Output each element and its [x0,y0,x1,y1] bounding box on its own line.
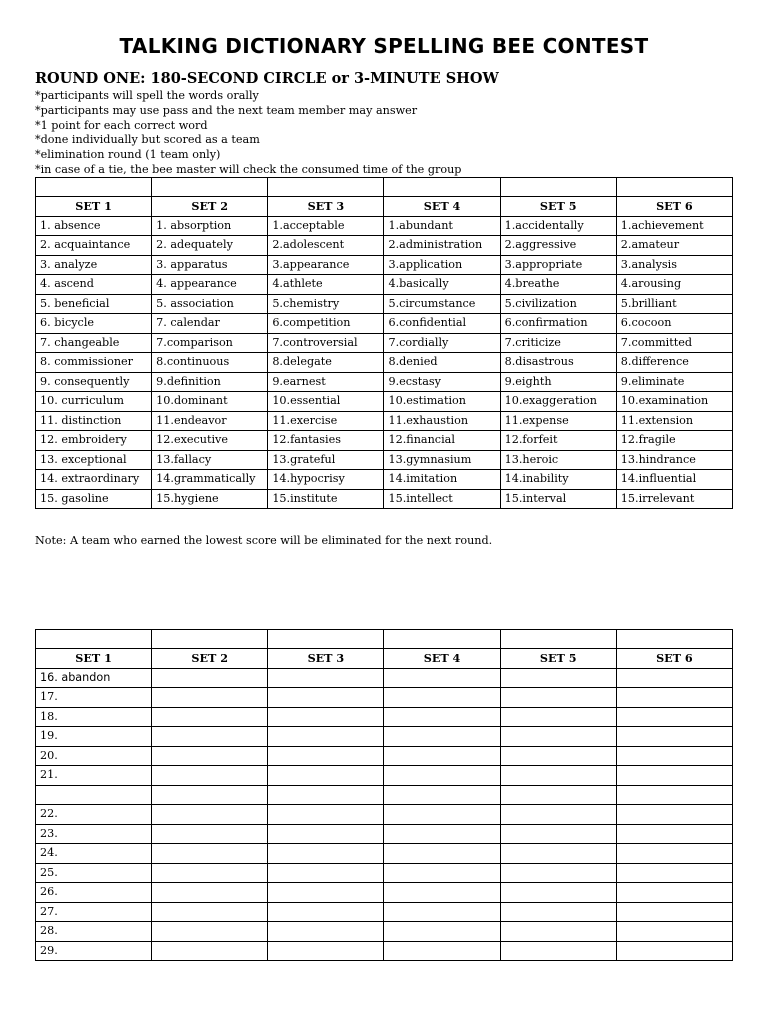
empty-cell [500,746,616,766]
word-cell: 14. extraordinary [36,470,152,490]
empty-cell [616,902,732,922]
empty-cell [384,941,500,961]
word-cell: 13.gymnasium [384,450,500,470]
word-cell: 4.breathe [500,275,616,295]
empty-cell [500,668,616,688]
table-row [36,902,733,922]
round-heading: ROUND ONE: 180-SECOND CIRCLE or 3-MINUTE SHOW [35,70,499,87]
word-cell: 6.confirmation [500,314,616,334]
empty-cell [616,883,732,903]
table-row [36,333,733,353]
word-cell: 2.aggressive [500,236,616,256]
empty-cell [384,630,500,649]
word-cell: 11.exhaustion [384,411,500,431]
word-cell: 23. [36,824,152,844]
empty-cell [384,922,500,942]
word-cell: 28. [36,922,152,942]
word-cell: 3. analyze [36,255,152,275]
word-cell: 6.confidential [384,314,500,334]
word-cell: 7. calendar [152,314,268,334]
empty-cell [500,941,616,961]
word-cell: 15.interval [500,489,616,509]
word-cell: 7.criticize [500,333,616,353]
word-cell: 19. [36,727,152,747]
empty-cell [152,766,268,786]
rule-item: *participants may use pass and the next team member may answer [35,103,418,117]
empty-cell [500,902,616,922]
word-cell: 13.hindrance [616,450,732,470]
empty-cell [268,178,384,197]
page-title: TALKING DICTIONARY SPELLING BEE CONTEST [119,34,649,58]
word-cell: 5.brilliant [616,294,732,314]
table-row [36,353,733,373]
empty-cell [384,805,500,825]
column-header: SET 5 [500,197,616,217]
word-cell: 9.eighth [500,372,616,392]
empty-cell [616,746,732,766]
empty-cell [384,844,500,864]
word-cell: 6.cocoon [616,314,732,334]
word-cell: 12.forfeit [500,431,616,451]
column-header: SET 1 [36,197,152,217]
empty-cell [36,630,152,649]
empty-cell [616,766,732,786]
empty-cell [152,883,268,903]
word-cell: 10.examination [616,392,732,412]
empty-cell [500,844,616,864]
word-cell: 2.administration [384,236,500,256]
table-row [36,216,733,236]
word-cell: 14.hypocrisy [268,470,384,490]
word-cell: 14.imitation [384,470,500,490]
word-cell: 25. [36,863,152,883]
word-cell: 15.hygiene [152,489,268,509]
table-row [36,255,733,275]
word-cell: 17. [36,688,152,708]
rule-item: *participants will spell the words orally [35,89,259,102]
empty-cell [500,863,616,883]
word-cell: 20. [36,746,152,766]
empty-cell [500,688,616,708]
table-row [36,707,733,727]
word-cell: 5. beneficial [36,294,152,314]
empty-cell [268,844,384,864]
column-header: SET 6 [616,197,732,217]
word-cell: 15. gasoline [36,489,152,509]
table-row [36,727,733,747]
empty-cell [616,805,732,825]
empty-cell [500,922,616,942]
word-cell: 12.fragile [616,431,732,451]
word-cell: 8. commissioner [36,353,152,373]
header-row [36,649,733,669]
word-cell: 10.dominant [152,392,268,412]
empty-cell [152,824,268,844]
table-row [36,314,733,334]
column-header: SET 4 [384,197,500,217]
table-row [36,668,733,688]
empty-cell [268,688,384,708]
empty-cell [268,902,384,922]
table-row [36,450,733,470]
word-cell: 11.expense [500,411,616,431]
empty-cell [500,707,616,727]
word-cell [36,785,152,805]
word-cell: 16. abandon [36,668,152,688]
table-row [36,785,733,805]
word-cell: 8.difference [616,353,732,373]
empty-cell [152,746,268,766]
word-cell: 13. exceptional [36,450,152,470]
empty-cell [268,805,384,825]
word-cell: 4. appearance [152,275,268,295]
word-cell: 2.adolescent [268,236,384,256]
empty-cell [616,941,732,961]
word-cell: 1.accidentally [500,216,616,236]
word-cell: 10.essential [268,392,384,412]
word-cell: 4.basically [384,275,500,295]
empty-cell [384,178,500,197]
table-row [36,863,733,883]
header-row [36,197,733,217]
table-row [36,470,733,490]
empty-cell [616,707,732,727]
table-row [36,824,733,844]
column-header: SET 2 [152,649,268,669]
word-cell: 2.amateur [616,236,732,256]
empty-cell [268,863,384,883]
word-cell: 4.arousing [616,275,732,295]
word-cell: 1.acceptable [268,216,384,236]
word-cell: 8.denied [384,353,500,373]
word-cell: 3.application [384,255,500,275]
word-cell: 3.appearance [268,255,384,275]
empty-cell [500,883,616,903]
empty-cell [616,922,732,942]
word-cell: 1.abundant [384,216,500,236]
word-cell: 7.committed [616,333,732,353]
word-cell: 11. distinction [36,411,152,431]
column-header: SET 4 [384,649,500,669]
table-row [36,766,733,786]
empty-cell [616,863,732,883]
empty-cell [152,630,268,649]
table-row [36,805,733,825]
table-row [36,236,733,256]
word-cell: 5.civilization [500,294,616,314]
table-row [36,489,733,509]
table-row [36,431,733,451]
word-cell: 12.financial [384,431,500,451]
empty-cell [384,707,500,727]
word-cell: 15.intellect [384,489,500,509]
elimination-note: Note: A team who earned the lowest score will be eliminated for the next round. [35,534,493,547]
empty-cell [384,785,500,805]
empty-cell [384,883,500,903]
empty-cell [152,178,268,197]
empty-cell [616,630,732,649]
word-cell: 18. [36,707,152,727]
empty-cell [152,902,268,922]
empty-cell [152,844,268,864]
word-cell: 10.exaggeration [500,392,616,412]
word-cell: 6. bicycle [36,314,152,334]
table-row [36,372,733,392]
empty-cell [268,785,384,805]
table-row [36,922,733,942]
word-list-table [35,177,733,509]
blank-row [36,630,733,649]
word-cell: 9.eliminate [616,372,732,392]
word-cell: 12.fantasies [268,431,384,451]
empty-cell [152,727,268,747]
word-cell: 14.inability [500,470,616,490]
table-row [36,275,733,295]
empty-cell [500,805,616,825]
rules-list [35,89,461,178]
empty-cell [152,707,268,727]
word-cell: 8.delegate [268,353,384,373]
empty-cell [616,785,732,805]
empty-cell [268,883,384,903]
empty-cell [152,668,268,688]
word-cell: 8.continuous [152,353,268,373]
table-row [36,688,733,708]
table-row [36,941,733,961]
word-cell: 9. consequently [36,372,152,392]
column-header: SET 3 [268,649,384,669]
empty-cell [616,178,732,197]
word-cell: 10.estimation [384,392,500,412]
empty-cell [384,824,500,844]
word-cell: 14.grammatically [152,470,268,490]
empty-cell [152,785,268,805]
blank-row [36,178,733,197]
table-row [36,392,733,412]
empty-cell [152,941,268,961]
empty-cell [500,727,616,747]
word-cell: 9.ecstasy [384,372,500,392]
empty-cell [384,727,500,747]
word-cell: 15.irrelevant [616,489,732,509]
word-cell: 2. acquaintance [36,236,152,256]
word-cell: 6.competition [268,314,384,334]
word-cell: 15.institute [268,489,384,509]
word-cell: 5.circumstance [384,294,500,314]
empty-cell [268,707,384,727]
word-cell: 9.definition [152,372,268,392]
word-cell: 2. adequately [152,236,268,256]
word-cell: 27. [36,902,152,922]
rule-item: *elimination round (1 team only) [35,148,221,162]
empty-cell [384,863,500,883]
empty-cell [616,824,732,844]
table-row [36,844,733,864]
word-cell: 7.controversial [268,333,384,353]
empty-cell [268,922,384,942]
word-cell: 1.achievement [616,216,732,236]
word-cell: 11.exercise [268,411,384,431]
empty-cell [36,178,152,197]
word-cell: 21. [36,766,152,786]
word-cell: 1. absorption [152,216,268,236]
empty-cell [268,746,384,766]
empty-cell [268,824,384,844]
column-header: SET 2 [152,197,268,217]
empty-cell [500,630,616,649]
word-cell: 3.appropriate [500,255,616,275]
column-header: SET 5 [500,649,616,669]
empty-cell [268,941,384,961]
word-cell: 11.extension [616,411,732,431]
word-cell: 24. [36,844,152,864]
word-cell: 29. [36,941,152,961]
word-cell: 12.executive [152,431,268,451]
empty-cell [152,863,268,883]
empty-cell [384,688,500,708]
empty-cell [500,178,616,197]
word-cell: 4.athlete [268,275,384,295]
empty-cell [268,766,384,786]
word-cell: 7.comparison [152,333,268,353]
column-header: SET 6 [616,649,732,669]
word-cell: 13.grateful [268,450,384,470]
table-row [36,883,733,903]
rule-item: *in case of a tie, the bee master will check the consumed time of the group [35,162,462,176]
column-header: SET 1 [36,649,152,669]
continuation-table [35,629,733,961]
rule-item: *1 point for each correct word [35,118,208,132]
word-cell: 9.earnest [268,372,384,392]
empty-cell [384,746,500,766]
table-row [36,411,733,431]
empty-cell [268,630,384,649]
empty-cell [384,668,500,688]
rule-item: *done individually but scored as a team [35,133,260,147]
empty-cell [616,668,732,688]
word-cell: 4. ascend [36,275,152,295]
word-cell: 26. [36,883,152,903]
empty-cell [384,902,500,922]
word-cell: 5. association [152,294,268,314]
empty-cell [500,766,616,786]
word-cell: 8.disastrous [500,353,616,373]
empty-cell [152,688,268,708]
empty-cell [500,824,616,844]
empty-cell [616,688,732,708]
table-row [36,746,733,766]
word-cell: 13.heroic [500,450,616,470]
empty-cell [268,727,384,747]
empty-cell [152,805,268,825]
word-cell: 13.fallacy [152,450,268,470]
word-cell: 7. changeable [36,333,152,353]
empty-cell [500,785,616,805]
column-header: SET 3 [268,197,384,217]
empty-cell [616,844,732,864]
word-cell: 7.cordially [384,333,500,353]
empty-cell [152,922,268,942]
empty-cell [384,766,500,786]
word-cell: 1. absence [36,216,152,236]
word-cell: 12. embroidery [36,431,152,451]
word-cell: 3. apparatus [152,255,268,275]
empty-cell [616,727,732,747]
word-cell: 10. curriculum [36,392,152,412]
table-row [36,294,733,314]
word-cell: 11.endeavor [152,411,268,431]
empty-cell [268,668,384,688]
word-cell: 22. [36,805,152,825]
word-cell: 14.influential [616,470,732,490]
word-cell: 5.chemistry [268,294,384,314]
word-cell: 3.analysis [616,255,732,275]
